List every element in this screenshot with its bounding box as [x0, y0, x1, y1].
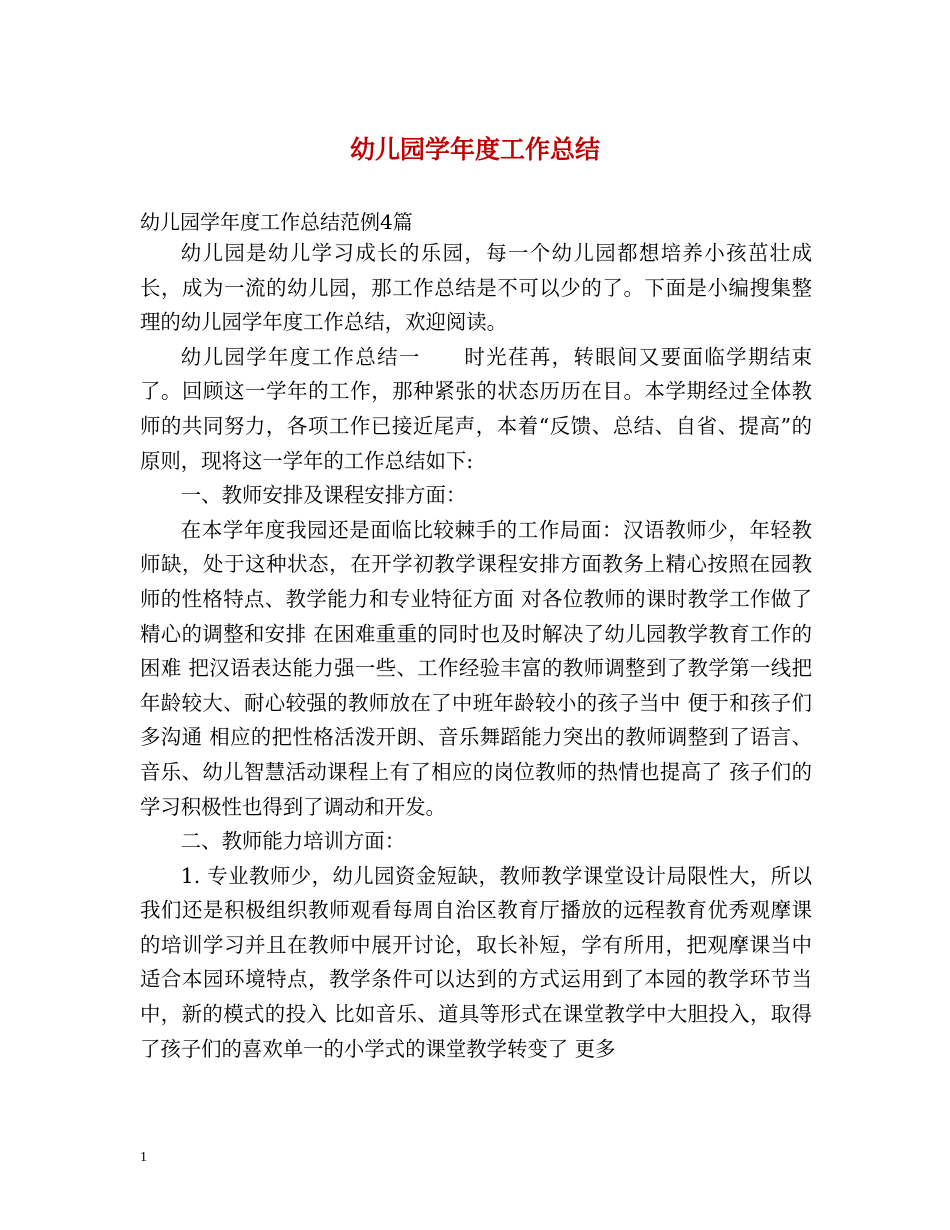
document-subtitle: 幼儿园学年度工作总结范例4篇	[140, 210, 413, 234]
document-title: 幼儿园学年度工作总结	[349, 135, 600, 164]
section-heading-teacher-arrangement: 一、教师安排及课程安排方面：	[180, 483, 467, 508]
page-number: 1	[140, 1150, 147, 1165]
teacher-arrangement-paragraph: 在本学年度我园还是面临比较棘手的工作局面：汉语教师少，年轻教师缺，处于这种状态，在开学初教学课程安排方面教务上精心按照在园教师的性格特点、教学能力和专业特征方面 对各位教师的课时教学工作做了精心的调整和安排 在困难重重的同时也及时解决了幼儿园教学教育工作的困难 把汉语表达能力强一些、工作经验丰富的教师调整到了教学第一线把年龄较大、耐心较强的教师放在了中班年龄较小的孩子当中 便于和孩子们多沟通 相应的把性格活泼开朗、音乐舞蹈能力突出的教师调整到了语言、音乐、幼儿智慧活动课程上有了相应的岗位教师的热情也提高了 孩子们的学习积极性也得到了调动和开发。	[140, 517, 812, 819]
document-body	[140, 236, 812, 1066]
intro-paragraph: 幼儿园是幼儿学习成长的乐园，每一个幼儿园都想培养小孩茁壮成长，成为一流的幼儿园，那工作总结是不可以少的了。下面是小编搜集整理的幼儿园学年度工作总结，欢迎阅读。	[140, 241, 812, 335]
summary-one-paragraph: 幼儿园学年度工作总结一 时光荏苒，转眼间又要面临学期结束了。回顾这一学年的工作，那种紧张的状态历历在目。本学期经过全体教师的共同努力，各项工作已接近尾声，本着“反馈、总结、自省、提高”的原则，现将这一学年的工作总结如下:	[140, 344, 812, 473]
teacher-training-paragraph: 1. 专业教师少，幼儿园资金短缺，教师教学课堂设计局限性大，所以我们还是积极组织教师观看每周自治区教育厅播放的远程教育优秀观摩课的培训学习并且在教师中展开讨论，取长补短，学有所用，把观摩课当中适合本园环境特点，教学条件可以达到的方式运用到了本园的教学环节当中，新的模式的投入 比如音乐、道具等形式在课堂教学中大胆投入，取得了孩子们的喜欢单一的小学式的课堂教学转变了 更多	[140, 863, 812, 1061]
section-heading-teacher-training: 二、教师能力培训方面：	[180, 829, 406, 854]
